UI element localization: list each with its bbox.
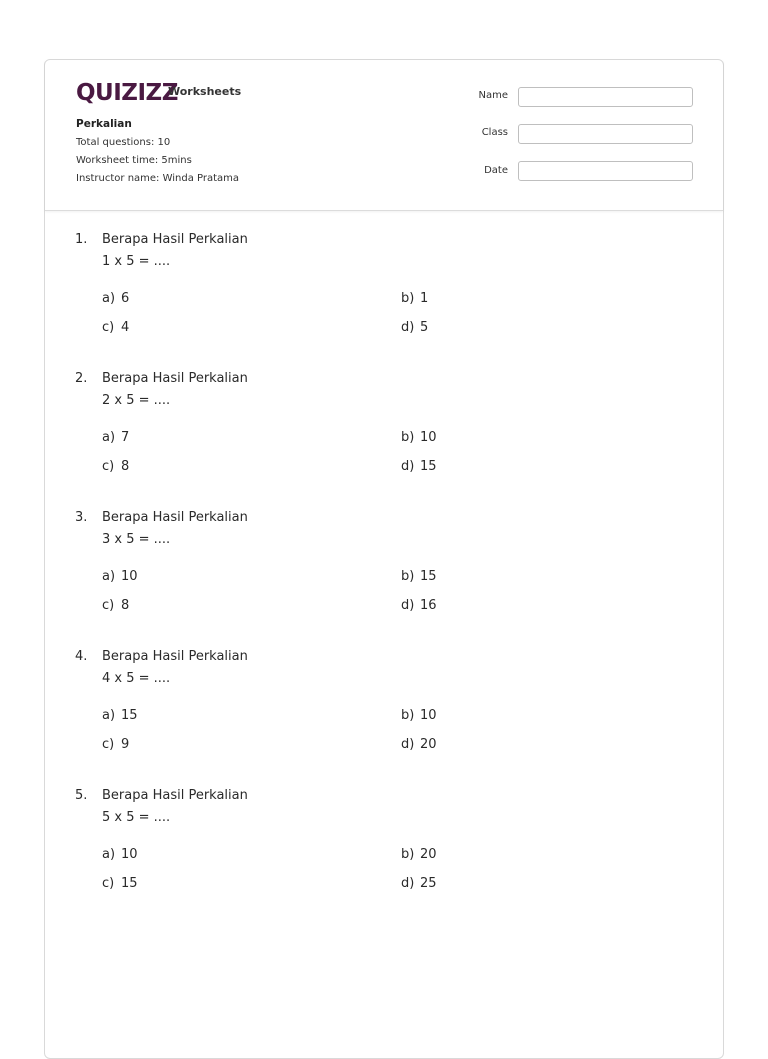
question-expression: 3 x 5 = ....: [102, 532, 171, 547]
option-value: 15: [420, 459, 437, 474]
option-letter: b): [401, 291, 415, 306]
answer-option: [102, 847, 138, 862]
option-value: 10: [420, 708, 437, 723]
option-value: 16: [420, 598, 437, 613]
question-number: 5.: [75, 788, 88, 803]
option-letter: c): [102, 876, 115, 891]
worksheet-page: [44, 59, 724, 1059]
option-value: 25: [420, 876, 437, 891]
option-letter: b): [401, 430, 415, 445]
option-value: 15: [121, 876, 138, 891]
class-field[interactable]: [518, 124, 693, 144]
question-text: Berapa Hasil Perkalian: [102, 788, 248, 803]
question-text: Berapa Hasil Perkalian: [102, 371, 248, 386]
quizizz-logo: QUIZIZZ: [76, 80, 178, 106]
option-value: 5: [420, 320, 429, 335]
answer-option: [401, 569, 437, 584]
option-letter: a): [102, 291, 116, 306]
option-value: 4: [121, 320, 130, 335]
answer-option: [401, 430, 437, 445]
answer-option: [102, 598, 129, 613]
name-field[interactable]: [518, 87, 693, 107]
option-value: 1: [420, 291, 429, 306]
instructor-name: Instructor name: Winda Pratama: [76, 173, 240, 184]
option-value: 6: [121, 291, 130, 306]
answer-option: [102, 737, 129, 752]
option-value: 10: [121, 569, 138, 584]
answer-option: [102, 320, 129, 335]
question-expression: 1 x 5 = ....: [102, 254, 171, 269]
option-letter: d): [401, 598, 415, 613]
answer-option: [401, 737, 437, 752]
option-value: 20: [420, 847, 437, 862]
answer-option: [401, 598, 437, 613]
answer-option: [401, 847, 437, 862]
answer-option: [102, 430, 129, 445]
question-text: Berapa Hasil Perkalian: [102, 510, 248, 525]
question-expression: 2 x 5 = ....: [102, 393, 171, 408]
answer-option: [401, 320, 428, 335]
option-value: 10: [121, 847, 138, 862]
option-value: 10: [420, 430, 437, 445]
option-value: 9: [121, 737, 130, 752]
option-letter: b): [401, 847, 415, 862]
option-letter: c): [102, 598, 115, 613]
worksheet-title: Perkalian: [76, 118, 132, 130]
answer-option: [401, 459, 437, 474]
answer-option: [102, 876, 138, 891]
option-value: 15: [420, 569, 437, 584]
date-label: Date: [484, 165, 508, 176]
answer-option: [102, 459, 129, 474]
option-letter: c): [102, 737, 115, 752]
option-letter: d): [401, 876, 415, 891]
option-value: 8: [121, 459, 130, 474]
question-number: 3.: [75, 510, 88, 525]
answer-option: [401, 291, 428, 306]
option-letter: d): [401, 459, 415, 474]
question-number: 4.: [75, 649, 88, 664]
logo-subtitle: Worksheets: [168, 85, 242, 98]
worksheet-time: Worksheet time: 5mins: [76, 155, 192, 166]
name-label: Name: [478, 90, 508, 101]
answer-option: [102, 291, 129, 306]
date-field[interactable]: [518, 161, 693, 181]
answer-option: [401, 876, 437, 891]
question-number: 2.: [75, 371, 88, 386]
question-text: Berapa Hasil Perkalian: [102, 649, 248, 664]
option-value: 7: [121, 430, 130, 445]
answer-option: [102, 708, 138, 723]
total-questions: Total questions: 10: [76, 137, 171, 148]
option-letter: a): [102, 847, 116, 862]
question-expression: 4 x 5 = ....: [102, 671, 171, 686]
option-letter: c): [102, 459, 115, 474]
question-number: 1.: [75, 232, 88, 247]
option-letter: b): [401, 708, 415, 723]
answer-option: [401, 708, 437, 723]
option-value: 20: [420, 737, 437, 752]
option-value: 15: [121, 708, 138, 723]
option-letter: c): [102, 320, 115, 335]
worksheet-header: [45, 60, 723, 211]
question-text: Berapa Hasil Perkalian: [102, 232, 248, 247]
option-letter: d): [401, 320, 415, 335]
answer-option: [102, 569, 138, 584]
option-letter: b): [401, 569, 415, 584]
class-label: Class: [481, 127, 508, 138]
option-letter: a): [102, 708, 116, 723]
option-value: 8: [121, 598, 130, 613]
question-expression: 5 x 5 = ....: [102, 810, 171, 825]
option-letter: d): [401, 737, 415, 752]
option-letter: a): [102, 430, 116, 445]
option-letter: a): [102, 569, 116, 584]
